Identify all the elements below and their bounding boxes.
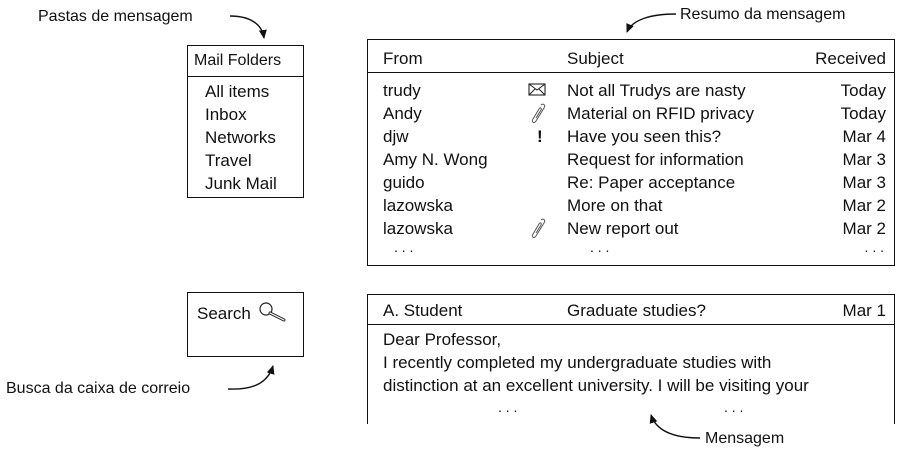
message-subject: Graduate studies? bbox=[567, 301, 706, 320]
annotation-summary: Resumo da mensagem bbox=[680, 6, 846, 23]
row-from: Amy N. Wong bbox=[383, 150, 488, 169]
column-header-subject[interactable]: Subject bbox=[567, 49, 624, 68]
magnifier-icon[interactable] bbox=[258, 301, 288, 323]
mail-folders-title: Mail Folders bbox=[194, 52, 282, 69]
ellipsis-received: . . . bbox=[864, 239, 884, 255]
message-view-panel bbox=[367, 294, 895, 424]
message-date: Mar 1 bbox=[842, 301, 886, 320]
message-body-line: I recently completed my undergraduate studies with bbox=[383, 353, 772, 372]
search-label: Search bbox=[197, 304, 251, 323]
folder-item-inbox[interactable]: Inbox bbox=[205, 105, 247, 124]
message-from: A. Student bbox=[383, 301, 463, 320]
message-ellipsis-left: . . . bbox=[498, 399, 518, 415]
arrow-folders bbox=[230, 16, 264, 38]
paperclip-icon bbox=[530, 103, 546, 125]
row-received: Mar 2 bbox=[842, 219, 886, 238]
row-subject: Not all Trudys are nasty bbox=[567, 81, 746, 100]
row-from: trudy bbox=[383, 81, 421, 100]
table-row[interactable] bbox=[368, 126, 894, 148]
message-ellipsis-right: . . . bbox=[724, 399, 744, 415]
row-subject: Request for information bbox=[567, 150, 744, 169]
row-subject: Material on RFID privacy bbox=[567, 104, 755, 123]
ellipsis-subject: . . . bbox=[590, 239, 610, 255]
row-subject: Re: Paper acceptance bbox=[567, 173, 736, 192]
table-row[interactable] bbox=[368, 195, 894, 217]
row-from: lazowska bbox=[383, 219, 453, 238]
message-summary-panel bbox=[367, 39, 895, 266]
row-subject: Have you seen this? bbox=[567, 127, 722, 146]
table-row[interactable] bbox=[368, 103, 894, 125]
row-from: lazowska bbox=[383, 196, 453, 215]
column-header-from[interactable]: From bbox=[383, 49, 423, 68]
table-row[interactable] bbox=[368, 218, 894, 240]
search-panel[interactable] bbox=[187, 292, 304, 357]
folder-item-junk-mail[interactable]: Junk Mail bbox=[205, 174, 277, 193]
message-body-line: distinction at an excellent university. I will be visiting your bbox=[383, 376, 809, 395]
arrow-summary bbox=[627, 14, 676, 32]
annotation-folders: Pastas de mensagem bbox=[38, 8, 193, 25]
table-row[interactable] bbox=[368, 172, 894, 194]
envelope-icon bbox=[528, 83, 546, 97]
row-received: Mar 2 bbox=[842, 196, 886, 215]
row-subject: More on that bbox=[567, 196, 663, 215]
folder-item-all-items[interactable]: All items bbox=[205, 82, 270, 101]
ellipsis-from: . . . bbox=[394, 239, 414, 255]
table-row[interactable] bbox=[368, 80, 894, 102]
message-body-line: Dear Professor, bbox=[383, 330, 502, 349]
row-from: Andy bbox=[383, 104, 422, 123]
arrow-search bbox=[228, 366, 273, 389]
annotation-message: Mensagem bbox=[705, 430, 785, 447]
row-subject: New report out bbox=[567, 219, 679, 238]
row-received: Mar 4 bbox=[842, 127, 886, 146]
column-header-received[interactable]: Received bbox=[815, 49, 886, 68]
folder-item-travel[interactable]: Travel bbox=[205, 151, 252, 170]
row-received: Today bbox=[840, 81, 886, 100]
row-received: Mar 3 bbox=[842, 173, 886, 192]
paperclip-icon bbox=[530, 218, 546, 240]
folder-item-networks[interactable]: Networks bbox=[205, 128, 276, 147]
row-received: Mar 3 bbox=[842, 150, 886, 169]
row-from: guido bbox=[383, 173, 425, 192]
annotation-search: Busca da caixa de correio bbox=[6, 380, 191, 397]
exclamation-icon: ! bbox=[537, 127, 543, 146]
mail-folders-panel bbox=[187, 45, 304, 198]
row-received: Today bbox=[840, 104, 886, 123]
table-row[interactable] bbox=[368, 149, 894, 171]
row-from: djw bbox=[383, 127, 409, 146]
